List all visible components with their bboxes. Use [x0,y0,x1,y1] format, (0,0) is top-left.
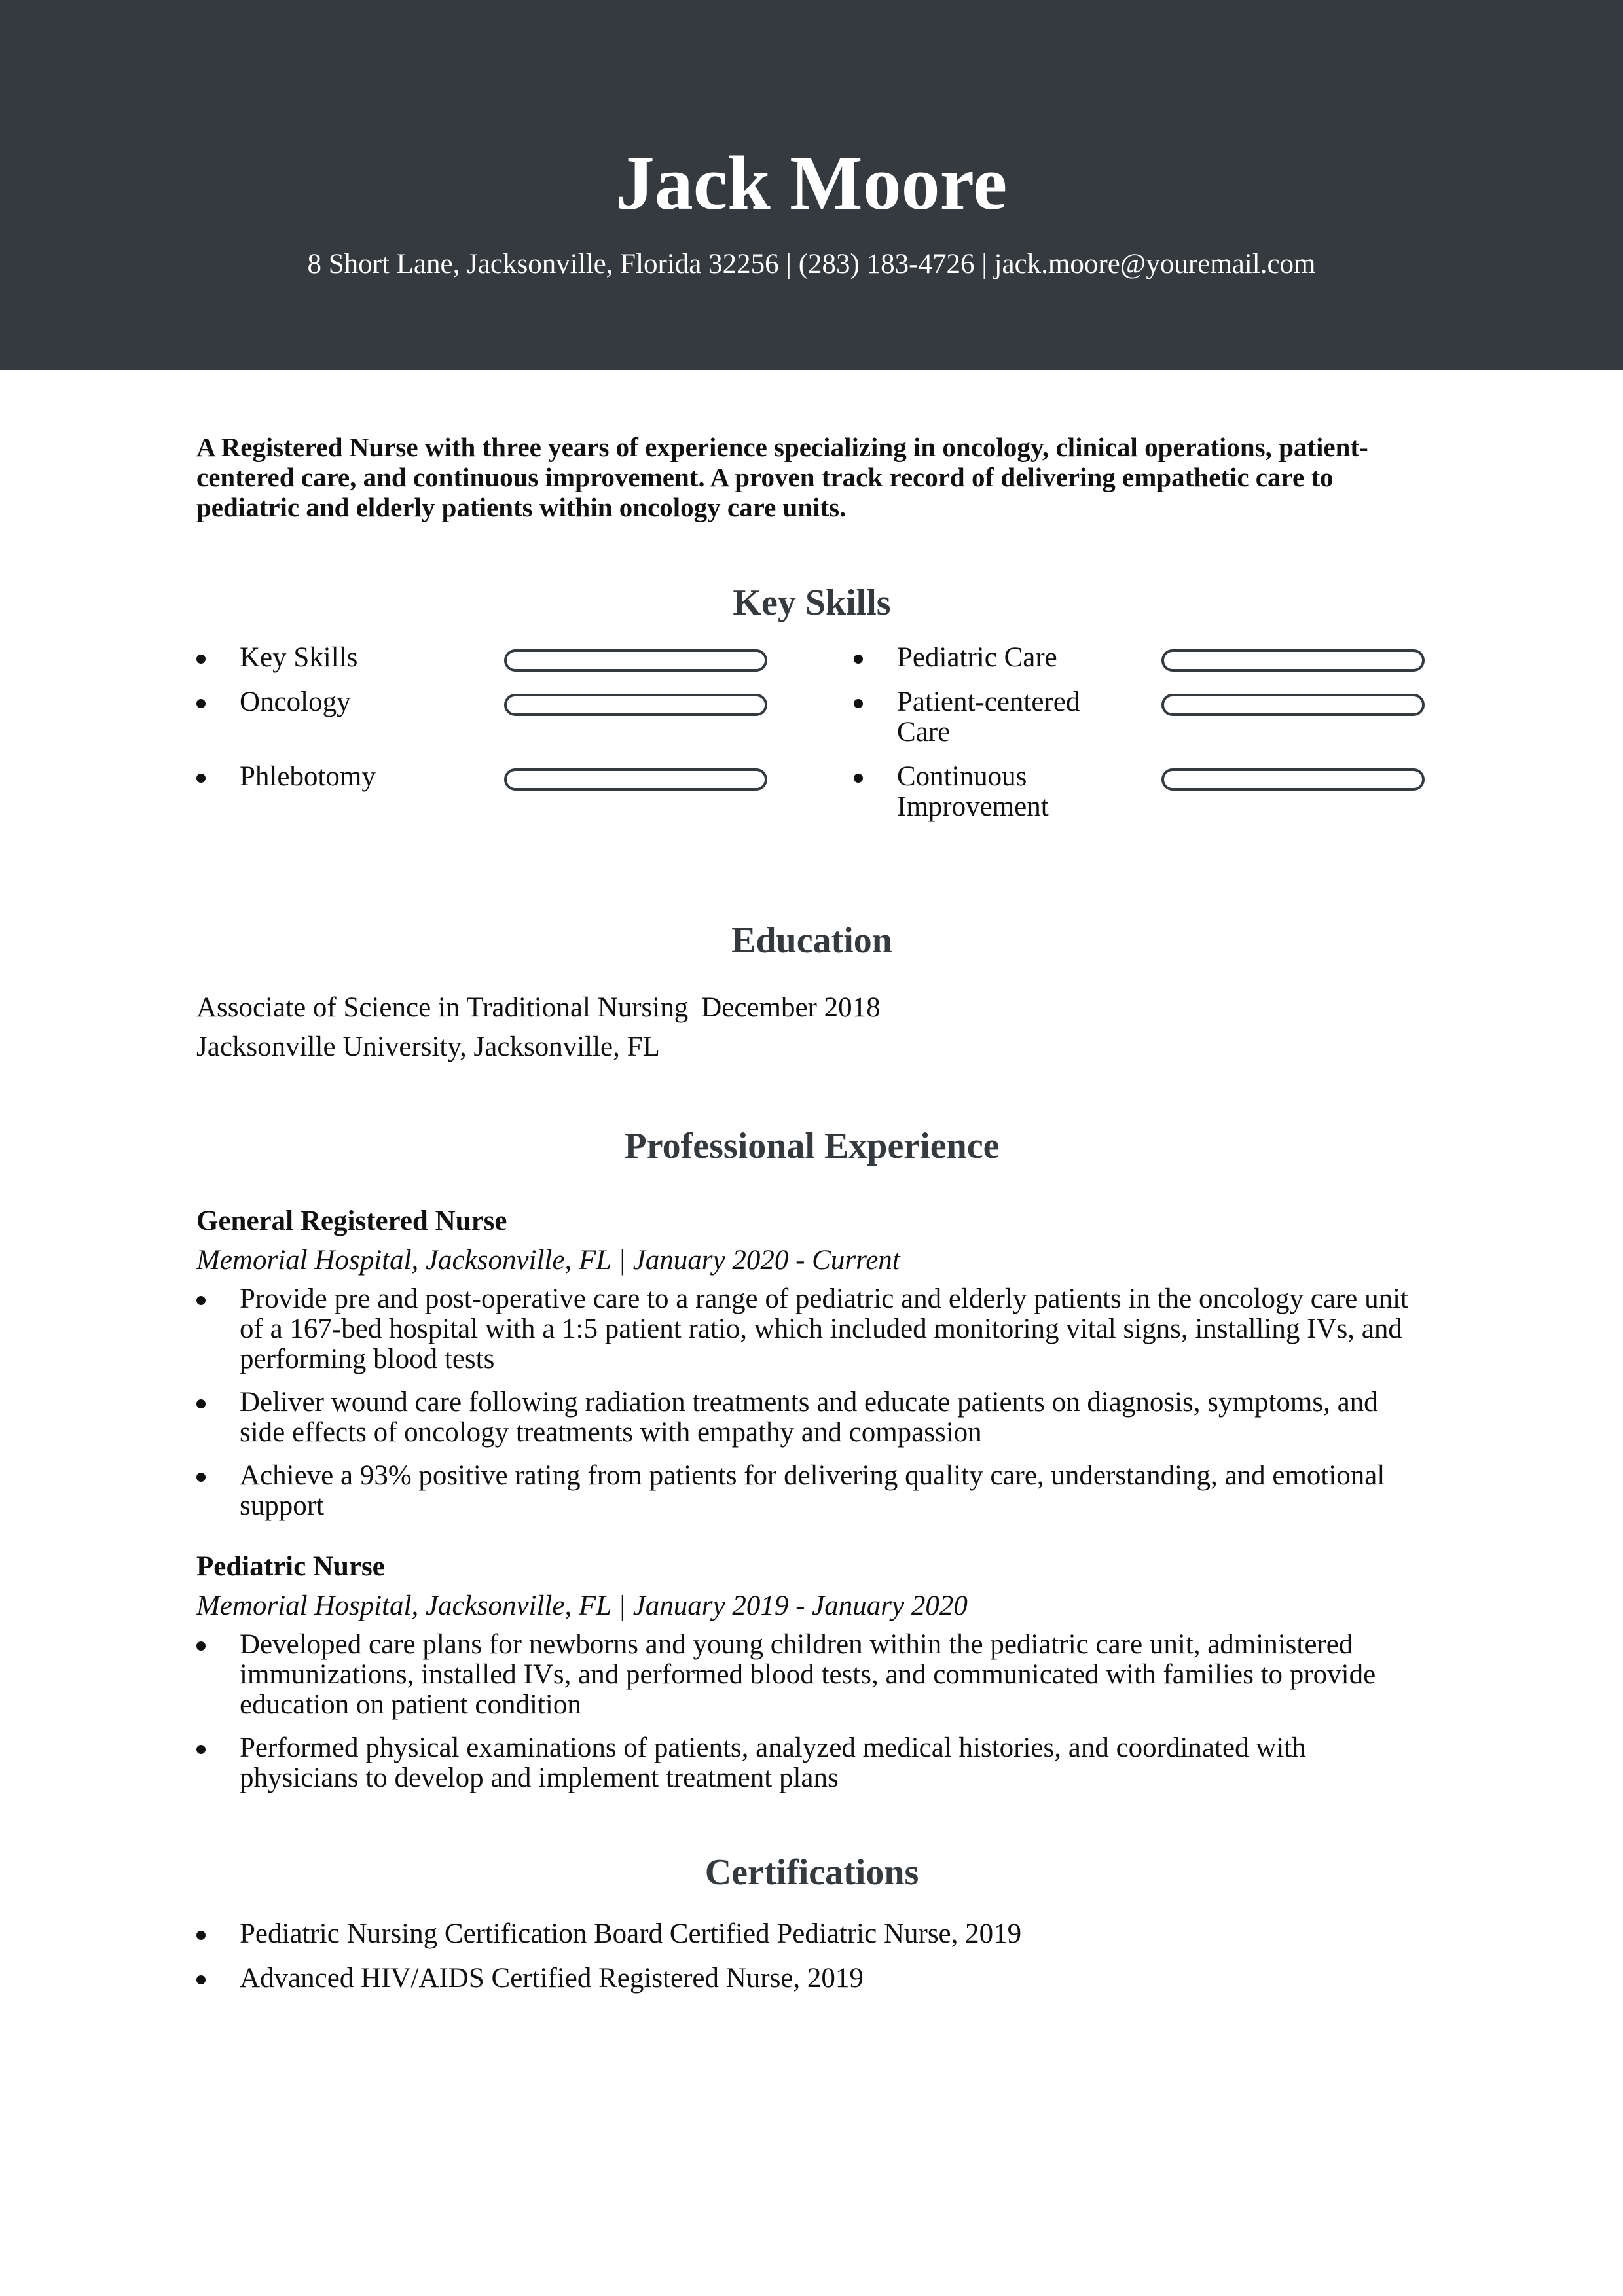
job-entry [196,1202,1427,1521]
bullet-text: Provide pre and post-operative care to a range of pediatric and elderly patients in the oncology care unit of a 167-bed hospital with a 1:5 patient ratio, which included monitoring vital signs, installing IVs, and performing blood tests [240,1283,1409,1374]
skill-label: Patient-centered Care [897,687,1080,747]
candidate-name: Jack Moore [615,140,1008,226]
certification-text: Pediatric Nursing Certification Board Certified Pediatric Nurse, 2019 [240,1918,1022,1949]
job-employer-dates: Memorial Hospital, Jacksonville, FL | January 2020 - Current [196,1245,900,1276]
skills-grid [196,643,1427,839]
list-item [196,1284,1427,1374]
bullet-icon [196,1296,206,1305]
skill-level-bar [1161,768,1425,791]
resume-body [196,432,1427,2008]
skill-level-bar [1161,694,1425,716]
bullet-icon [196,1399,206,1408]
certification-text: Advanced HIV/AIDS Certified Registered Nurse, 2019 [240,1963,864,1994]
bullet-text: Achieve a 93% positive rating from patients for delivering quality care, understanding, and emotional support [240,1460,1385,1521]
skill-label: Continuous Improvement [897,761,1049,822]
professional-summary: A Registered Nurse with three years of experience specializing in oncology, clinical operations, patient-centered care, and continuous improvement. A proven track record of delivering empathetic care to pediatric and elderly patients within oncology care units. [196,432,1368,522]
certifications-list [196,1919,1427,1994]
bullet-icon [196,1975,206,1984]
job-title: Pediatric Nurse [196,1551,385,1582]
certifications-section-title: Certifications [704,1852,919,1893]
degree: Associate of Science in Traditional Nursing [196,992,689,1023]
skill-level-bar [504,649,767,672]
list-item [196,1964,1427,1994]
education-entry [196,988,1427,1067]
job-title: General Registered Nurse [196,1206,507,1236]
bullet-text: Developed care plans for newborns and young children within the pediatric care unit, administered immunizations, installed IVs, and performed blood tests, and communicated with families to provide education on patient condition [240,1629,1376,1720]
job-employer-dates: Memorial Hospital, Jacksonville, FL | January 2019 - January 2020 [196,1590,968,1621]
bullet-icon [196,655,206,664]
bullet-icon [854,774,863,783]
skill-level-bar [504,768,767,791]
job-bullets [196,1284,1427,1521]
contact-info: 8 Short Lane, Jacksonville, Florida 32256 | (283) 183-4726 | jack.moore@youremail.com [307,249,1316,279]
skill-label: Key Skills [240,642,358,673]
job-bullets [196,1630,1427,1793]
list-item [196,1733,1427,1793]
list-item [196,1388,1427,1448]
bullet-icon [854,699,863,708]
skill-level-bar [1161,649,1425,672]
graduation-date: December 2018 [701,992,881,1023]
bullet-text: Performed physical examinations of patients, analyzed medical histories, and coordinated with physicians to develop and implement treatment plans [240,1732,1306,1793]
bullet-icon [854,655,863,664]
bullet-icon [196,699,206,708]
list-item [196,1919,1427,1949]
list-item [196,1630,1427,1720]
education-section-title: Education [731,920,892,961]
skill-label: Pediatric Care [897,642,1057,673]
school: Jacksonville University, Jacksonville, FL [196,1031,660,1062]
bullet-icon [196,1745,206,1754]
list-item [196,1461,1427,1521]
job-entry [196,1547,1427,1793]
resume-header [0,0,1623,370]
skills-section-title: Key Skills [733,583,891,623]
skill-level-bar [504,694,767,716]
bullet-icon [196,1473,206,1482]
bullet-icon [196,774,206,783]
bullet-icon [196,1931,206,1940]
skill-label: Oncology [240,687,351,717]
skill-label: Phlebotomy [240,761,376,792]
experience-section-title: Professional Experience [624,1126,1000,1166]
bullet-icon [196,1641,206,1651]
bullet-text: Deliver wound care following radiation treatments and educate patients on diagnosis, symptoms, and side effects of oncology treatments with empathy and compassion [240,1387,1378,1448]
